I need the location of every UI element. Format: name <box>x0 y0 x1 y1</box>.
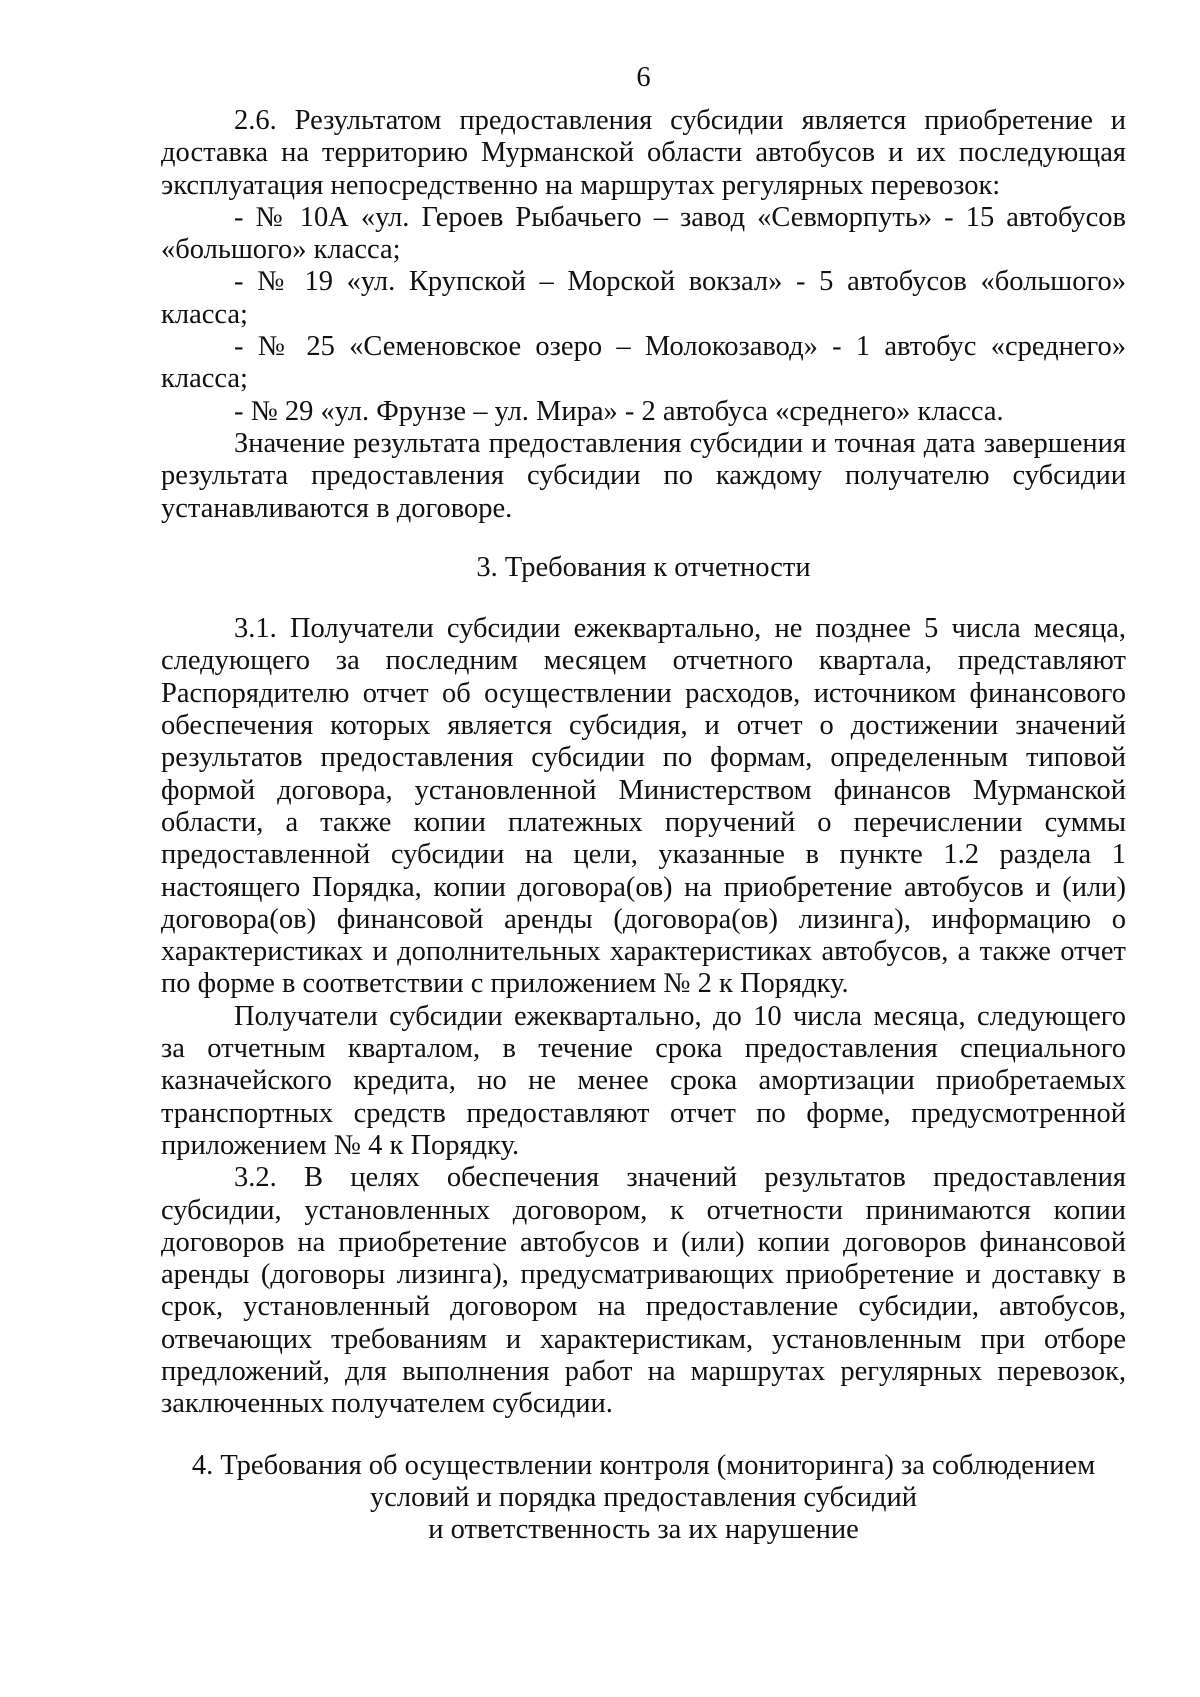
section-4-heading <box>161 1450 1126 1547</box>
section-4-heading-line-3: и ответственность за их нарушение <box>428 1514 859 1546</box>
document-page <box>161 62 1126 1546</box>
paragraph-3-2: 3.2. В целях обеспечения значений результатов предоставления субсидии, установленных договором, к отчетности принимаются копии договоров на приобретение автобусов и (или) копии договоров финансовой аренды (договоры лизинга), предусматривающих приобретение и доставку в срок, установленный договором на предоставление субсидии, автобусов, отвечающих требованиям и характеристикам, установленным при отборе предложений, для выполнения работ на маршрутах регулярных перевозок, заключенных получателем субсидии. <box>161 1162 1126 1420</box>
route-item-10a: - № 10А «ул. Героев Рыбачьего – завод «Севморпуть» - 15 автобусов «большого» класса; <box>161 201 1126 266</box>
route-item-29: - № 29 «ул. Фрунзе – ул. Мира» - 2 автобуса «среднего» класса. <box>234 395 1004 427</box>
section-4-heading-line-2: условий и порядка предоставления субсидий <box>370 1481 917 1513</box>
paragraph-3-1: 3.1. Получатели субсидии ежеквартально, не позднее 5 числа месяца, следующего за последним месяцем отчетного квартала, представляют Распорядителю отчет об осуществлении расходов, источником финансового обеспечения которых является субсидия, и отчет о достижении значений результатов предоставления субсидии по формам, определенным типовой формой договора, установленной Министерством финансов Мурманской области, а также копии платежных поручений о перечислении суммы предоставленной субсидии на цели, указанные в пункте 1.2 раздела 1 настоящего Порядка, копии договора(ов) на приобретение автобусов и (или) договора(ов) финансовой аренды (договора(ов) лизинга), информацию о характеристиках и дополнительных характеристиках автобусов, а также отчет по форме в соответствии с приложением № 2 к Порядку. <box>161 613 1126 1000</box>
section-3-heading: 3. Требования к отчетности <box>476 551 811 583</box>
route-item-19: - № 19 «ул. Крупской – Морской вокзал» - 5 автобусов «большого» класса; <box>161 266 1126 330</box>
paragraph-2-6: 2.6. Результатом предоставления субсидии является приобретение и доставка на территорию Мурманской области автобусов и их последующая эксплуатация непосредственно на маршрутах регулярных перевозок: <box>161 105 1126 201</box>
paragraph-3-1-quarterly: Получатели субсидии ежеквартально, до 10 числа месяца, следующего за отчетным кварталом, в течение срока предоставления специального казначейского кредита, но не менее срока амортизации приобретаемых транспортных средств предоставляют отчет по форме, предусмотренной приложением № 4 к Порядку. <box>161 1000 1126 1161</box>
page-number: 6 <box>636 62 651 93</box>
paragraph-result-value: Значение результата предоставления субсидии и точная дата завершения результата предоставления субсидии по каждому получателю субсидии устанавливаются в договоре. <box>161 427 1126 524</box>
section-4-heading-line-1: 4. Требования об осуществлении контроля (мониторинга) за соблюдением <box>191 1449 1096 1481</box>
route-item-25: - № 25 «Семеновское озеро – Молокозавод» - 1 автобус «среднего» класса; <box>161 331 1126 395</box>
